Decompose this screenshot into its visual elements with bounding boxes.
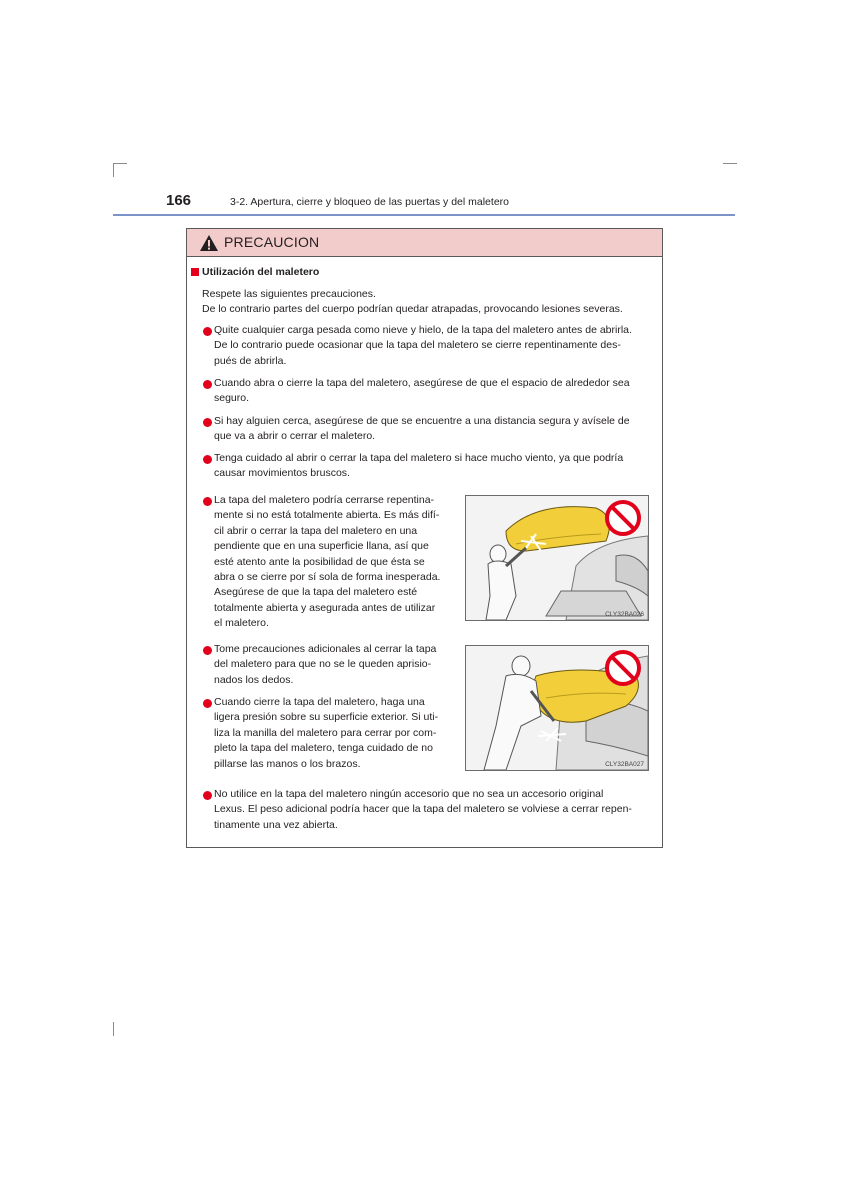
trunk-opening-illustration [465, 495, 649, 621]
text-line: nados los dedos. [214, 673, 294, 686]
bullet-icon [203, 455, 212, 464]
text-line: el maletero. [214, 617, 269, 630]
text-line: liza la manilla del maletero para cerrar por com- [214, 726, 437, 739]
text-line: esté atento ante la posibilidad de que ésta se [214, 555, 425, 568]
bullet-icon [203, 418, 212, 427]
section-title: Utilización del maletero [202, 266, 320, 278]
bullet-icon [203, 497, 212, 506]
bullet-text-4 [214, 451, 658, 482]
section-header-title: 3-2. Apertura, cierre y bloqueo de las puertas y del maletero [230, 196, 509, 208]
text-line: No utilice en la tapa del maletero ningún accesorio que no sea un accesorio original [214, 788, 604, 800]
intro-line-2: De lo contrario partes del cuerpo podrían quedar atrapadas, provocando lesiones severas. [202, 303, 623, 315]
caution-label: PRECAUCION [224, 234, 320, 250]
caution-header [187, 229, 662, 257]
bullet-icon [203, 327, 212, 336]
text-line: pillarse las manos o los brazos. [214, 757, 361, 770]
text-line: Asegúrese de que la tapa del maletero esté [214, 586, 418, 599]
text-line: seguro. [214, 392, 250, 405]
bullet-text-last [214, 787, 658, 833]
trunk-closing-drawing [466, 646, 648, 770]
bullet-icon [203, 699, 212, 708]
text-line: pendiente que en una superficie llana, así que [214, 540, 429, 553]
text-line: De lo contrario puede ocasionar que la tapa del maletero se cierre repentinamente des- [214, 339, 621, 352]
text-line: Tome precauciones adicionales al cerrar la tapa [214, 643, 437, 655]
bullet-text-2 [214, 376, 658, 407]
bullet-text-1 [214, 323, 658, 369]
bullet-icon [203, 380, 212, 389]
intro-line-1: Respete las siguientes precauciones. [202, 288, 376, 300]
bullet-icon [203, 646, 212, 655]
text-line: Cuando abra o cierre la tapa del maletero, asegúrese de que el espacio de alrededor sea [214, 377, 630, 389]
text-line: Cuando cierre la tapa del maletero, haga una [214, 696, 425, 708]
crop-mark-top-right-h [723, 163, 737, 164]
crop-mark-bottom-left-v [113, 1022, 114, 1036]
crop-mark-top-left-v [113, 163, 114, 177]
text-line: Quite cualquier carga pesada como nieve y hielo, de la tapa del maletero antes de abrirla. [214, 324, 632, 336]
page-number: 166 [166, 192, 192, 209]
header-rule [113, 214, 735, 216]
text-line: tinamente una vez abierta. [214, 818, 338, 831]
bullet-text-fig2a [214, 642, 454, 688]
bullet-icon [203, 791, 212, 800]
text-line: cil abrir o cerrar la tapa del maletero en una [214, 524, 418, 537]
text-line: que va a abrir o cerrar el maletero. [214, 430, 376, 443]
text-line: ligera presión sobre su superficie exterior. Si uti- [214, 711, 439, 724]
trunk-opening-drawing [466, 496, 648, 620]
text-line: del maletero para que no se le queden aprisio- [214, 658, 432, 671]
text-line: causar movimientos bruscos. [214, 467, 350, 480]
text-line: pleto la tapa del maletero, tenga cuidado de no [214, 742, 433, 755]
bullet-text-fig2b [214, 695, 454, 772]
text-line: pués de abrirla. [214, 354, 287, 367]
bullet-text-fig1 [214, 493, 454, 632]
text-line: Si hay alguien cerca, asegúrese de que se encuentre a una distancia segura y avísele de [214, 415, 630, 427]
bullet-text-3 [214, 414, 658, 445]
text-line: Tenga cuidado al abrir o cerrar la tapa del maletero si hace mucho viento, ya que podría [214, 452, 624, 464]
section-marker-icon [191, 268, 199, 276]
text-line: totalmente abierta y asegurada antes de utilizar [214, 601, 436, 614]
text-line: abra o se cierre por sí sola de forma inesperada. [214, 571, 441, 584]
figure-code: CLY32BA026 [605, 611, 644, 618]
trunk-closing-illustration [465, 645, 649, 771]
text-line: mente si no está totalmente abierta. Es más difí- [214, 509, 440, 522]
text-line: Lexus. El peso adicional podría hacer que la tapa del maletero se volviese a cerrar repen- [214, 803, 632, 816]
crop-mark-top-left-h [113, 163, 127, 164]
text-line: La tapa del maletero podría cerrarse repentina- [214, 494, 435, 506]
warning-triangle-icon [199, 234, 219, 252]
figure-code: CLY32BA027 [605, 761, 644, 768]
